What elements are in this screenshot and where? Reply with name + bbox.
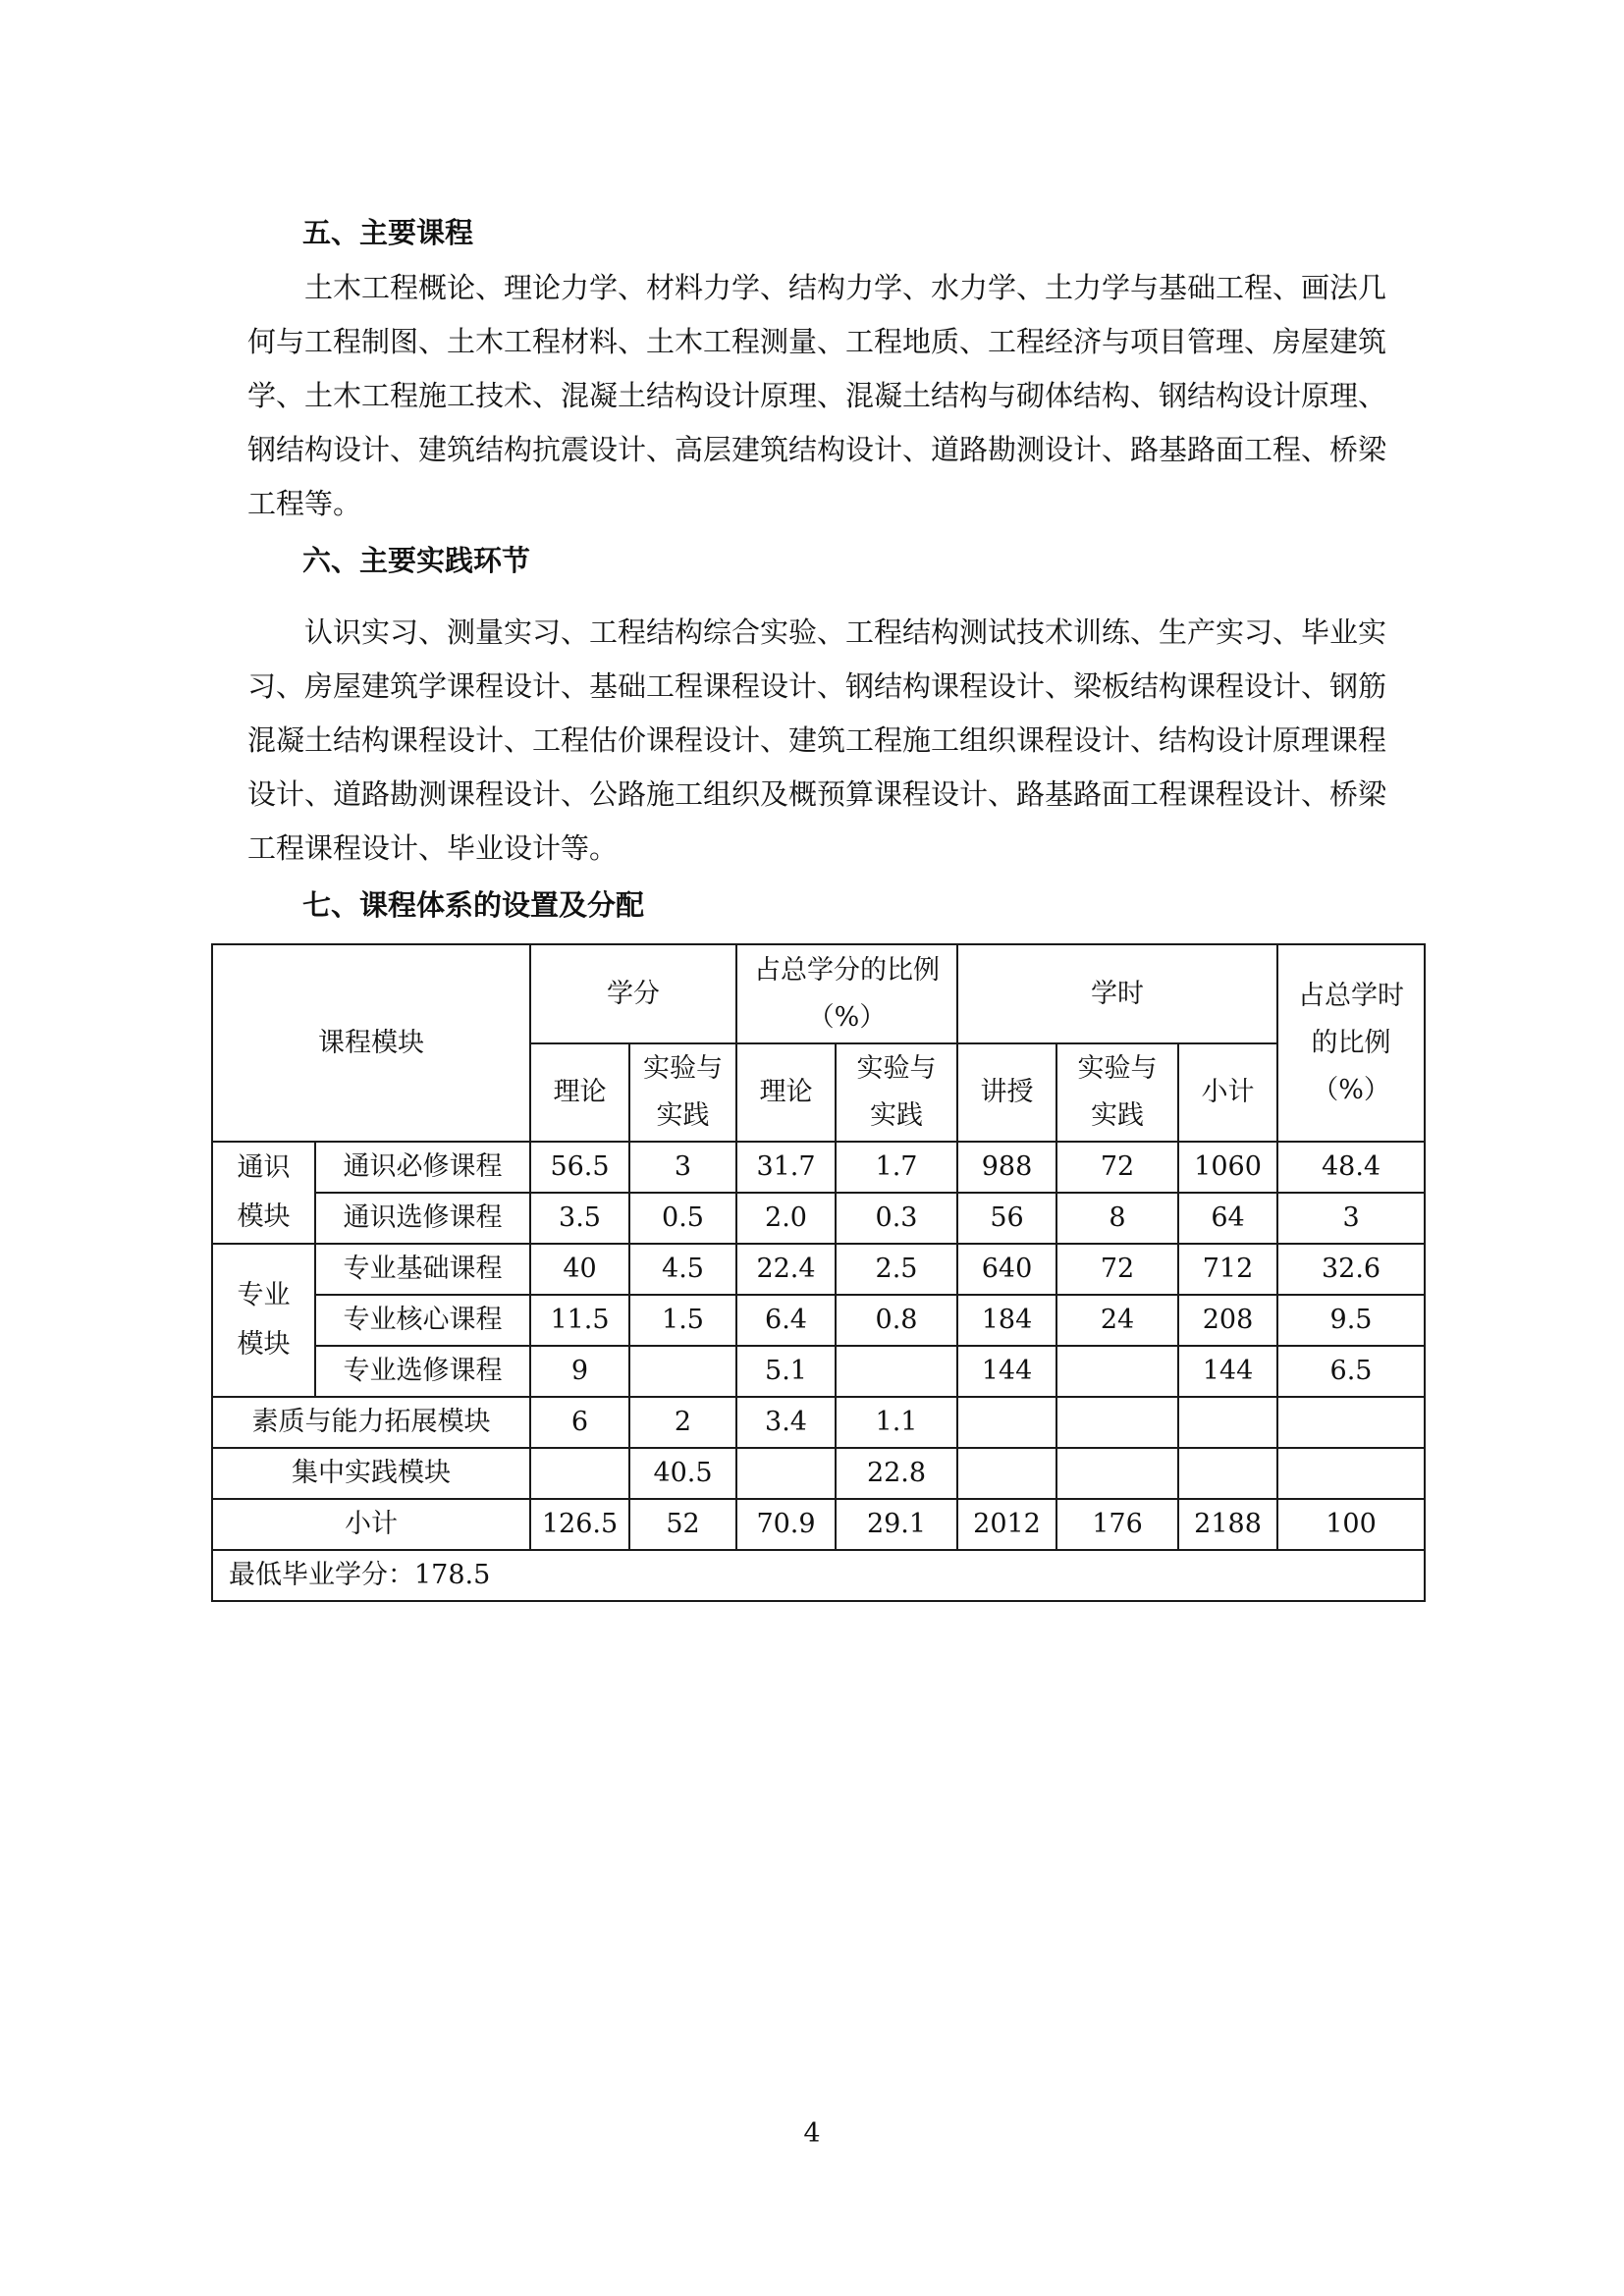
- cell-hours-lecture: 56: [957, 1193, 1056, 1244]
- group-general-line1: 通识: [237, 1152, 291, 1183]
- paragraph-line: 设计、道路勘测课程设计、公路施工组织及概预算课程设计、路基路面工程课程设计、桥梁: [247, 777, 1387, 811]
- row-name: 素质与能力拓展模块: [212, 1397, 530, 1448]
- cell-credit-lab: [629, 1346, 736, 1397]
- cell-ratio-theory: 31.7: [736, 1142, 836, 1193]
- cell-ratio-lab: 1.1: [836, 1397, 957, 1448]
- paragraph-line: 混凝土结构课程设计、工程估价课程设计、建筑工程施工组织课程设计、结构设计原理课程: [247, 723, 1387, 757]
- cell-credit-theory: [530, 1448, 629, 1499]
- cell-hour-ratio: 6.5: [1277, 1346, 1425, 1397]
- subheader-ratio-theory: 理论: [736, 1043, 836, 1142]
- subheader-lab-line1: 实验与: [856, 1053, 937, 1084]
- cell-hours-lecture: [957, 1397, 1056, 1448]
- header-hours: 学时: [957, 944, 1277, 1043]
- subheader-hours-subtotal: 小计: [1178, 1043, 1277, 1142]
- cell-hours-subtotal: 64: [1178, 1193, 1277, 1244]
- group-major-line2: 模块: [237, 1329, 291, 1360]
- subheader-lab-line2: 实践: [870, 1100, 923, 1131]
- paragraph-line: 何与工程制图、土木工程材料、土木工程测量、工程地质、工程经济与项目管理、房屋建筑: [247, 325, 1387, 358]
- cell-hours-lecture: 144: [957, 1346, 1056, 1397]
- header-credits: 学分: [530, 944, 736, 1043]
- cell-hours-subtotal: 144: [1178, 1346, 1277, 1397]
- cell-hours-lab: 8: [1056, 1193, 1178, 1244]
- practice-paragraph: [247, 614, 1398, 884]
- cell-hours-lab: 72: [1056, 1244, 1178, 1295]
- subheader-credit-theory: 理论: [530, 1043, 629, 1142]
- cell-ratio-lab: [836, 1346, 957, 1397]
- cell-credit-lab: 1.5: [629, 1295, 736, 1346]
- paragraph-line: 习、房屋建筑学课程设计、基础工程课程设计、钢结构课程设计、梁板结构课程设计、钢筋: [247, 669, 1387, 703]
- group-major-line1: 专业: [237, 1280, 291, 1310]
- main-courses-paragraph: [247, 270, 1398, 540]
- cell-ratio-lab: 1.7: [836, 1142, 957, 1193]
- table-row: [212, 1397, 1425, 1448]
- cell-ratio-lab: 0.8: [836, 1295, 957, 1346]
- page-number: 4: [803, 2118, 821, 2149]
- header-hour-ratio-line1: 占总学时: [1298, 980, 1405, 1011]
- cell-hours-subtotal: 712: [1178, 1244, 1277, 1295]
- cell-hour-ratio: 3: [1277, 1193, 1425, 1244]
- header-hour-ratio-line2: 的比例: [1311, 1027, 1391, 1058]
- cell-ratio-lab: 22.8: [836, 1448, 957, 1499]
- cell-credit-lab: 2: [629, 1397, 736, 1448]
- cell-ratio-theory: 70.9: [736, 1499, 836, 1550]
- row-name: 通识选修课程: [315, 1193, 530, 1244]
- cell-hours-lecture: 988: [957, 1142, 1056, 1193]
- cell-credit-theory: 3.5: [530, 1193, 629, 1244]
- header-row: [212, 944, 1425, 1043]
- cell-hours-subtotal: 208: [1178, 1295, 1277, 1346]
- subheader-hours-lecture: 讲授: [957, 1043, 1056, 1142]
- curriculum-distribution-table: [211, 943, 1426, 1602]
- paragraph-line: 工程课程设计、毕业设计等。: [247, 831, 619, 865]
- subheader-lab-line2: 实践: [656, 1100, 710, 1131]
- cell-hours-subtotal: 1060: [1178, 1142, 1277, 1193]
- table-row: [212, 1346, 1425, 1397]
- paragraph-line: 工程等。: [247, 487, 362, 520]
- cell-hours-lecture: 640: [957, 1244, 1056, 1295]
- row-name: 集中实践模块: [212, 1448, 530, 1499]
- table-row: [212, 1142, 1425, 1193]
- group-general-line2: 模块: [237, 1201, 291, 1232]
- cell-credit-theory: 56.5: [530, 1142, 629, 1193]
- cell-ratio-lab: 2.5: [836, 1244, 957, 1295]
- cell-hours-lecture: [957, 1448, 1056, 1499]
- subheader-hours-lab: [1056, 1043, 1178, 1142]
- cell-ratio-theory: 22.4: [736, 1244, 836, 1295]
- cell-credit-lab: 40.5: [629, 1448, 736, 1499]
- header-hour-ratio: [1277, 944, 1425, 1142]
- row-name: 小计: [212, 1499, 530, 1550]
- cell-ratio-lab: 29.1: [836, 1499, 957, 1550]
- cell-hours-lab: [1056, 1397, 1178, 1448]
- cell-hours-subtotal: 2188: [1178, 1499, 1277, 1550]
- cell-credit-theory: 6: [530, 1397, 629, 1448]
- cell-hours-subtotal: [1178, 1397, 1277, 1448]
- cell-credit-theory: 126.5: [530, 1499, 629, 1550]
- cell-ratio-theory: 3.4: [736, 1397, 836, 1448]
- cell-hours-lab: 72: [1056, 1142, 1178, 1193]
- cell-credit-lab: 4.5: [629, 1244, 736, 1295]
- cell-hours-lab: [1056, 1346, 1178, 1397]
- row-name: 专业选修课程: [315, 1346, 530, 1397]
- cell-hour-ratio: 32.6: [1277, 1244, 1425, 1295]
- section-title-curriculum: 七、课程体系的设置及分配: [302, 888, 645, 922]
- subheader-ratio-lab: [836, 1043, 957, 1142]
- table-row-min-credits: [212, 1550, 1425, 1601]
- row-name: 通识必修课程: [315, 1142, 530, 1193]
- cell-ratio-theory: 2.0: [736, 1193, 836, 1244]
- table-row: [212, 1295, 1425, 1346]
- cell-ratio-theory: [736, 1448, 836, 1499]
- subheader-lab-line1: 实验与: [643, 1053, 723, 1084]
- section-title-practice: 六、主要实践环节: [302, 544, 531, 577]
- cell-hours-subtotal: [1178, 1448, 1277, 1499]
- cell-hours-lab: 176: [1056, 1499, 1178, 1550]
- cell-ratio-theory: 5.1: [736, 1346, 836, 1397]
- cell-credit-lab: 3: [629, 1142, 736, 1193]
- table-row: [212, 1244, 1425, 1295]
- group-major: [212, 1244, 315, 1397]
- cell-ratio-theory: 6.4: [736, 1295, 836, 1346]
- group-general: [212, 1142, 315, 1244]
- cell-hour-ratio: [1277, 1448, 1425, 1499]
- cell-hours-lecture: 184: [957, 1295, 1056, 1346]
- min-graduation-credits: 最低毕业学分：178.5: [212, 1550, 1425, 1601]
- cell-credit-lab: 52: [629, 1499, 736, 1550]
- cell-credit-theory: 40: [530, 1244, 629, 1295]
- cell-ratio-lab: 0.3: [836, 1193, 957, 1244]
- header-credit-ratio-line1: 占总学分的比例: [754, 954, 940, 986]
- row-name: 专业基础课程: [315, 1244, 530, 1295]
- header-module: 课程模块: [212, 944, 530, 1142]
- cell-credit-lab: 0.5: [629, 1193, 736, 1244]
- subheader-credit-lab: [629, 1043, 736, 1142]
- cell-hours-lab: 24: [1056, 1295, 1178, 1346]
- cell-credit-theory: 11.5: [530, 1295, 629, 1346]
- subheader-lab-line1: 实验与: [1077, 1053, 1158, 1084]
- cell-hour-ratio: 48.4: [1277, 1142, 1425, 1193]
- row-name: 专业核心课程: [315, 1295, 530, 1346]
- cell-credit-theory: 9: [530, 1346, 629, 1397]
- section-title-main-courses: 五、主要课程: [302, 216, 474, 249]
- cell-hour-ratio: 100: [1277, 1499, 1425, 1550]
- header-credit-ratio: [736, 944, 957, 1043]
- header-hour-ratio-line3: （%）: [1312, 1074, 1390, 1105]
- cell-hour-ratio: [1277, 1397, 1425, 1448]
- cell-hours-lecture: 2012: [957, 1499, 1056, 1550]
- cell-hour-ratio: 9.5: [1277, 1295, 1425, 1346]
- table-row: [212, 1448, 1425, 1499]
- paragraph-line: 学、土木工程施工技术、混凝土结构设计原理、混凝土结构与砌体结构、钢结构设计原理、: [247, 379, 1387, 412]
- header-credit-ratio-line2: （%）: [807, 1001, 887, 1033]
- paragraph-line: 钢结构设计、建筑结构抗震设计、高层建筑结构设计、道路勘测设计、路基路面工程、桥梁: [247, 433, 1387, 466]
- table-row: [212, 1193, 1425, 1244]
- paragraph-line: 土木工程概论、理论力学、材料力学、结构力学、水力学、土力学与基础工程、画法几: [304, 271, 1387, 304]
- subheader-lab-line2: 实践: [1091, 1100, 1144, 1131]
- table-row-subtotal: [212, 1499, 1425, 1550]
- cell-hours-lab: [1056, 1448, 1178, 1499]
- paragraph-line: 认识实习、测量实习、工程结构综合实验、工程结构测试技术训练、生产实习、毕业实: [304, 615, 1387, 649]
